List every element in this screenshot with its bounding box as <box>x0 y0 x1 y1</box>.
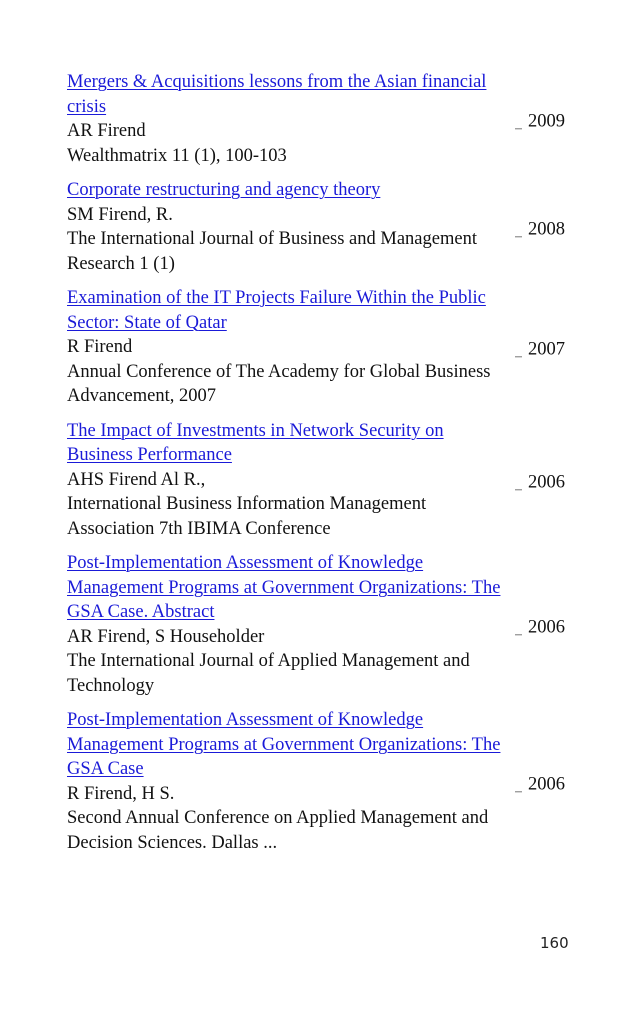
publication-info <box>67 419 507 542</box>
publication-venue: Wealthmatrix 11 (1), 100-103 <box>67 145 287 166</box>
publication-info <box>67 178 507 276</box>
year-marker <box>515 791 522 792</box>
publication-year-cell <box>515 615 565 640</box>
publication-title-link[interactable]: Examination of the IT Projects Failure Within the Public Sector: State of Qatar <box>67 288 486 333</box>
publication-entry <box>67 178 587 286</box>
year-marker <box>515 128 522 129</box>
publication-year-cell <box>515 217 565 242</box>
page-number: 160 <box>540 934 569 952</box>
publication-year-cell <box>515 338 565 363</box>
publication-authors: R Firend <box>67 337 133 357</box>
publication-title-link[interactable]: Corporate restructuring and agency theory <box>67 180 381 200</box>
publication-year: 2008 <box>528 219 565 240</box>
year-marker <box>515 236 522 237</box>
publication-year: 2006 <box>528 616 565 637</box>
publication-authors: R Firend, H S. <box>67 783 175 804</box>
publication-entry <box>67 419 587 552</box>
publication-venue: Annual Conference of The Academy for Global Business Advancement, 2007 <box>67 361 491 406</box>
publication-info <box>67 708 507 855</box>
publication-authors: AR Firend <box>67 121 146 141</box>
publication-info <box>67 70 507 168</box>
publication-authors: AR Firend, S Householder <box>67 626 265 647</box>
publication-entry <box>67 70 587 178</box>
publication-entry <box>67 286 587 419</box>
publication-info <box>67 551 507 698</box>
publication-title-link[interactable]: Mergers & Acquisitions lessons from the Asian financial crisis <box>67 72 487 117</box>
publication-venue: The International Journal of Business and Management Research 1 (1) <box>67 229 477 274</box>
publication-info <box>67 286 507 409</box>
publication-year-cell <box>515 470 565 495</box>
publication-year-cell <box>515 109 565 134</box>
publication-title-link[interactable]: Post-Implementation Assessment of Knowledge Management Programs at Government Organizations: The GSA Case <box>67 710 501 779</box>
year-marker <box>515 634 522 635</box>
year-marker <box>515 489 522 490</box>
publication-year: 2009 <box>528 111 565 132</box>
publication-year: 2006 <box>528 472 565 493</box>
publication-venue: International Business Information Management Association 7th IBIMA Conference <box>67 494 427 539</box>
publication-title-link[interactable]: The Impact of Investments in Network Security on Business Performance <box>67 420 444 465</box>
publication-year-cell <box>515 772 565 797</box>
publication-entry <box>67 708 587 865</box>
publication-venue: Second Annual Conference on Applied Management and Decision Sciences. Dallas ... <box>67 808 489 853</box>
year-marker <box>515 357 522 358</box>
publication-year: 2007 <box>528 339 565 360</box>
publication-authors: AHS Firend Al R., <box>67 469 206 490</box>
publication-authors: SM Firend, R. <box>67 204 173 225</box>
publication-venue: The International Journal of Applied Management and Technology <box>67 651 470 696</box>
publication-entry <box>67 551 587 708</box>
publication-year: 2006 <box>528 773 565 794</box>
publication-title-link[interactable]: Post-Implementation Assessment of Knowledge Management Programs at Government Organizations: The GSA Case. Abstract <box>67 553 501 622</box>
publication-list <box>67 70 587 865</box>
